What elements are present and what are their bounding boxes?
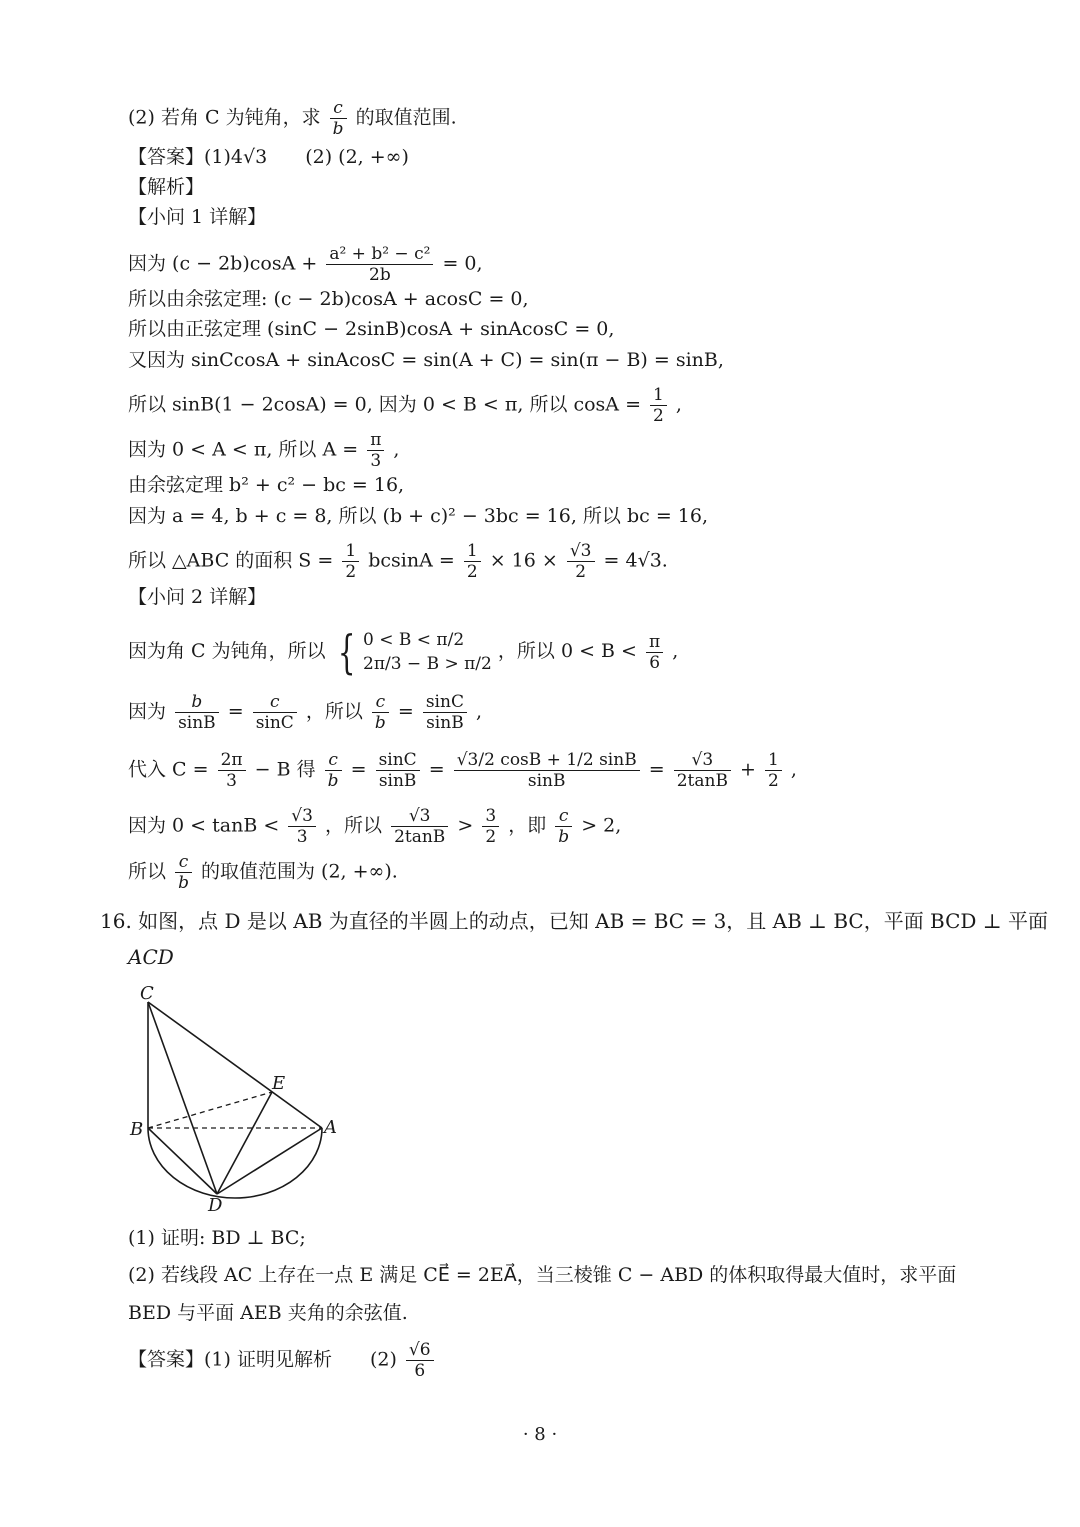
fraction: $\frac{c}{b}$ [372, 692, 389, 733]
text-line [128, 98, 457, 139]
fraction: $\frac{2\pi}{3}$ [218, 750, 246, 791]
label-A: A [324, 1117, 337, 1138]
fraction: $\frac{√3}{2}$ [567, 541, 595, 582]
fraction: $\frac{√6}{6}$ [406, 1340, 434, 1381]
text-line: 所以由正弦定理 (sinC − 2sinB)cosA + sinAcosC = 0, [128, 318, 615, 340]
label-C: C [140, 983, 154, 1004]
text: 的取值范围. [355, 106, 457, 129]
section-heading: 【小问 2 详解】 [128, 586, 267, 608]
text-line: 代入 C = $\frac{2\pi}{3}$ − B 得 $\frac{c}{b}$ = $\frac{\sin C}{\sin B}$ = $\frac{√3/2 \cos B + 1/2 \sin B}{\sin B}$ = $\frac{√3}{2\tan B}$ + $\frac{1}{2}$ , [128, 750, 797, 791]
fraction: $\frac{\pi}{3}$ [367, 430, 384, 471]
label-D: D [208, 1195, 223, 1215]
fraction: $\frac{c}{\sin C}$ [253, 692, 297, 733]
answer-line [128, 144, 409, 170]
page-number: · 8 · [522, 1424, 558, 1445]
question-16-cont: ACD [128, 945, 174, 969]
text-line: 所以由余弦定理: (c − 2b)cosA + acosC = 0, [128, 288, 529, 310]
label-B: B [130, 1119, 144, 1140]
text-line: 因为 $\frac{b}{\sin B}$ = $\frac{c}{\sin C}$ ，所以 $\frac{c}{b}$ = $\frac{\sin C}{\sin B}$ , [128, 692, 483, 733]
fraction: $\frac{\text{a² + b² − c²}}{2b}$ [326, 244, 433, 285]
text: 【答案】 [128, 146, 205, 168]
text-line: 所以 $\frac{c}{b}$ 的取值范围为 (2, +∞). [128, 852, 398, 893]
fraction: $\frac{\pi}{6}$ [646, 632, 663, 673]
text-line: (2) 若线段 AC 上存在一点 E 满足 CE⃗ = 2EA⃗，当三棱锥 C − ABD 的体积取得最大值时，求平面 [128, 1264, 957, 1286]
fraction: $\frac{√3}{2\tan B}$ [391, 806, 448, 847]
fraction: $\frac{√3}{3}$ [288, 806, 316, 847]
semicircle [148, 1128, 322, 1198]
text-line: 由余弦定理 b² + c² − bc = 16, [128, 474, 405, 496]
fraction: $\frac{√3}{2\tan B}$ [674, 750, 731, 791]
brace: { [337, 625, 356, 679]
segment-ED [217, 1092, 272, 1194]
segment-BE-dashed [148, 1092, 272, 1128]
label-E: E [272, 1073, 286, 1094]
text-line: 因为 (c − 2b)cosA + $\frac{\text{a² + b² − c²}}{2b}$ = 0, [128, 244, 483, 285]
fraction: $\frac{c}{b}$ [325, 750, 342, 791]
question-16: 16. 如图，点 D 是以 AB 为直径的半圆上的动点，已知 AB = BC = 3，且 AB ⊥ BC，平面 BCD ⊥ 平面 [100, 909, 1048, 933]
text-line: 因为 0 < A < π, 所以 A = $\frac{\pi}{3}$ , [128, 430, 400, 471]
fraction: $\frac{1}{2}$ [765, 750, 782, 791]
fraction: $\frac{\sin C}{\sin B}$ [376, 750, 420, 791]
fraction: $\frac{1}{2}$ [464, 541, 481, 582]
fraction: $\frac{1}{2}$ [650, 385, 667, 426]
fraction: $\frac{3}{2}$ [482, 806, 499, 847]
text-line: 因为 a = 4, b + c = 8, 所以 (b + c)² − 3bc = 16, 所以 bc = 16, [128, 505, 708, 527]
fraction: $\frac{c}{b}$ [555, 806, 572, 847]
text: (2) 若角 C 为钝角，求 [128, 106, 321, 129]
text-line: BED 与平面 AEB 夹角的余弦值. [128, 1302, 408, 1324]
text-line: 因为 0 < tanB < $\frac{√3}{3}$ ，所以 $\frac{√3}{2\tan B}$ > $\frac{3}{2}$ ，即 $\frac{c}{b}$ > 2, [128, 806, 622, 847]
geometry-figure [120, 975, 360, 1215]
segment-CA [148, 1002, 322, 1128]
section-heading: 【解析】 [128, 176, 205, 198]
fraction: $\frac{1}{2}$ [342, 541, 359, 582]
section-heading: 【小问 1 详解】 [128, 206, 267, 228]
segment-AD [217, 1128, 322, 1194]
text-line: (1) 证明: BD ⊥ BC; [128, 1227, 306, 1249]
fraction: $\frac{c}{b}$ [175, 852, 192, 893]
segment-CD [148, 1002, 217, 1194]
text-line: 所以 △ABC 的面积 S = $\frac{1}{2}$ bcsinA = $\frac{1}{2}$ × 16 × $\frac{√3}{2}$ = 4√3. [128, 541, 668, 582]
fraction: $\frac{b}{\sin B}$ [175, 692, 219, 733]
text-line: 所以 sinB(1 − 2cosA) = 0, 因为 0 < B < π, 所以 cosA = $\frac{1}{2}$ , [128, 385, 682, 426]
inequality-system: 0 < B < π/2 2π/3 − B > π/2 [363, 630, 492, 674]
answer-line: 【答案】(1) 证明见解析 (2) $\frac{√6}{6}$ [128, 1340, 437, 1381]
text-line: 又因为 sinCcosA + sinAcosC = sin(A + C) = sin(π − B) = sinB, [128, 349, 724, 371]
fraction: $\frac{c}{b}$ [330, 98, 347, 139]
fraction: $\frac{\sin C}{\sin B}$ [423, 692, 467, 733]
text-line: 因为角 C 为钝角，所以 { 0 < B < π/2 2π/3 − B > π/2 ，所以 0 < B < $\frac{\pi}{6}$ , [128, 625, 679, 679]
text: (1)4√3 (2) (2, +∞) [204, 146, 409, 168]
fraction: $\frac{√3/2 \cos B + 1/2 \sin B}{\sin B}$ [454, 750, 640, 791]
